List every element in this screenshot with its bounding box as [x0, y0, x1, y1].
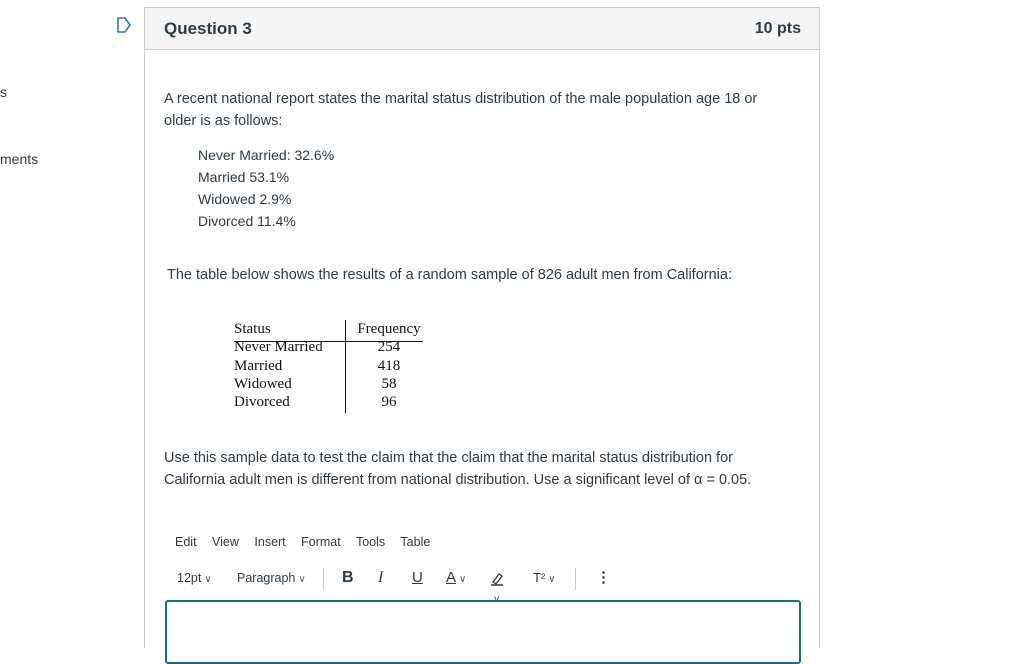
question-intro — [164, 88, 757, 132]
text-color-icon: A — [446, 569, 457, 586]
list-item: Divorced 11.4% — [198, 213, 296, 229]
menu-tools[interactable]: Tools — [355, 535, 386, 549]
answer-editor[interactable] — [165, 600, 801, 664]
block-format-select[interactable] — [237, 568, 306, 590]
question-card — [144, 7, 820, 648]
table-cell: Divorced — [234, 394, 290, 411]
font-size-select[interactable] — [177, 568, 212, 590]
intro-line-1: A recent national report states the marital status distribution of the male population age 18 or — [164, 91, 758, 107]
prompt-line-2: California adult men is different from national distribution. Use a significant level of α = 0.05. — [164, 472, 752, 488]
menu-insert[interactable]: Insert — [254, 535, 286, 549]
toolbar-divider — [575, 568, 576, 590]
status-column — [234, 320, 349, 411]
table-cell: 96 — [381, 394, 397, 411]
menu-table[interactable]: Table — [400, 535, 431, 549]
sidebar-fragment-bottom[interactable]: ments — [0, 151, 39, 167]
question-points: 10 pts — [754, 20, 801, 37]
table-cell: 58 — [381, 375, 397, 392]
chevron-down-icon: ∨ — [459, 574, 467, 585]
table-header-status: Status — [234, 321, 271, 337]
menu-view[interactable]: View — [212, 535, 239, 549]
superscript-icon: T² — [533, 570, 546, 585]
sidebar-fragment-top[interactable]: s — [0, 84, 7, 100]
chevron-down-icon: ∨ — [298, 574, 306, 585]
chevron-down-icon: ∨ — [204, 574, 212, 585]
national-distribution-list — [198, 144, 334, 232]
prompt-line-1: Use this sample data to test the claim that the claim that the marital status distribution for — [164, 450, 733, 466]
menu-format[interactable]: Format — [301, 535, 341, 549]
chevron-down-icon: ∨ — [548, 574, 556, 585]
table-cell: Married — [234, 357, 283, 374]
menu-edit[interactable]: Edit — [175, 535, 197, 549]
question-prompt — [164, 447, 751, 491]
highlighter-icon — [490, 572, 504, 586]
list-item: Married 53.1% — [198, 169, 290, 185]
frequency-column — [353, 320, 425, 411]
intro-line-2: older is as follows: — [164, 113, 283, 129]
underline-button[interactable]: U — [412, 569, 423, 586]
more-options-icon[interactable]: ⋮ — [596, 569, 611, 586]
editor-menubar — [175, 535, 442, 549]
italic-button[interactable]: I — [378, 569, 384, 586]
question-title: Question 3 — [164, 19, 252, 38]
bold-button[interactable]: B — [342, 569, 354, 586]
table-cell: Widowed — [234, 375, 292, 392]
table-cell: Never Married — [234, 339, 323, 356]
table-cell: 418 — [377, 357, 401, 374]
table-intro: The table below shows the results of a random sample of 826 adult men from California: — [167, 267, 732, 283]
question-header — [145, 8, 819, 50]
list-item: Widowed 2.9% — [198, 191, 292, 207]
toolbar-divider — [323, 568, 324, 590]
table-header-frequency: Frequency — [357, 321, 421, 337]
block-format-value: Paragraph — [237, 571, 296, 585]
text-color-button[interactable] — [446, 568, 466, 590]
table-cell: 254 — [377, 339, 401, 356]
font-size-value: 12pt — [177, 571, 202, 585]
chevron-down-icon: ∨ — [493, 594, 501, 605]
sample-table — [234, 320, 426, 412]
flag-question-icon[interactable] — [117, 17, 131, 33]
superscript-button[interactable] — [533, 568, 556, 590]
list-item: Never Married: 32.6% — [198, 147, 335, 163]
